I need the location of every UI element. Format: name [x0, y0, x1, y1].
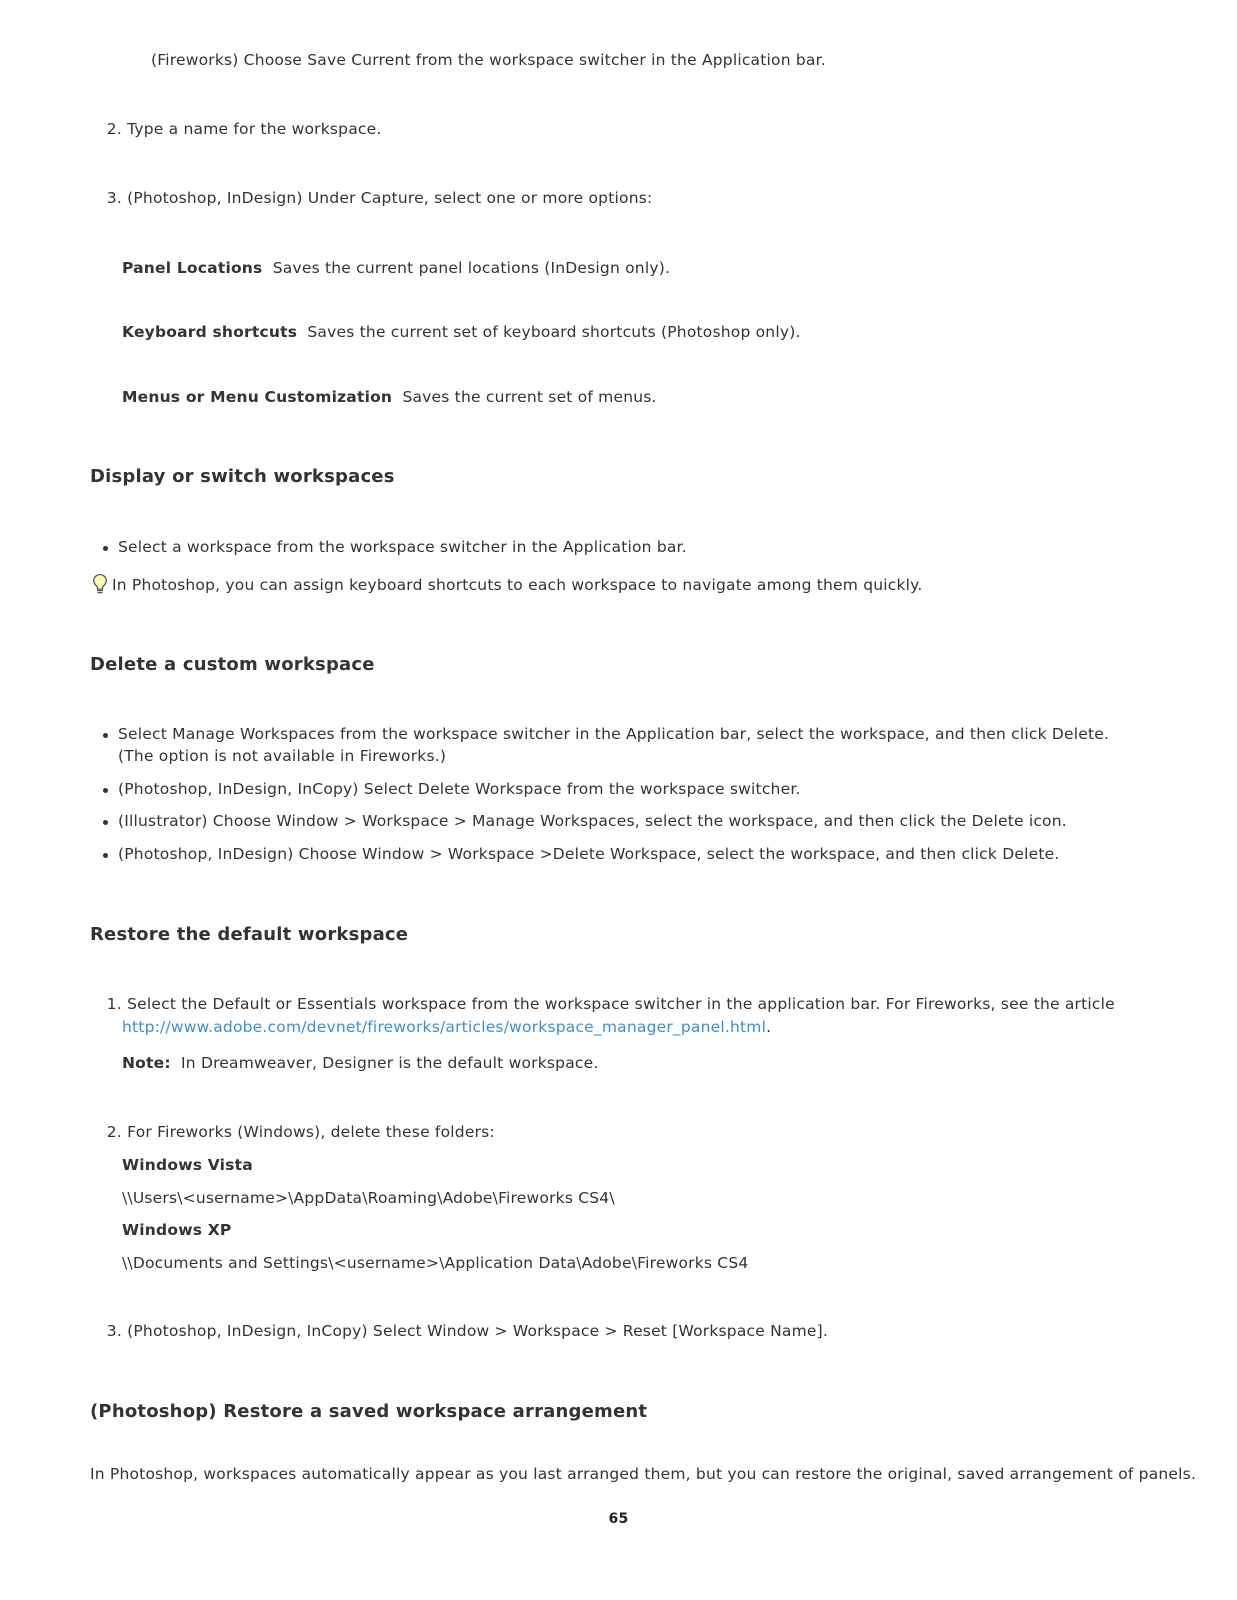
step-text: Type a name for the workspace.	[127, 120, 382, 138]
step-2	[90, 118, 382, 140]
link-period: .	[766, 1018, 772, 1036]
delete-bullet-1: Select Manage Workspaces from the workspace switcher in the Application bar, select the workspace, and then click Delete. (The option is not available in Fireworks.)	[118, 725, 1110, 765]
windows-vista-path: \\Users\<username>\AppData\Roaming\Adobe\Fireworks CS4\	[122, 1189, 615, 1207]
note-label: Note:	[122, 1054, 171, 1072]
step-3	[90, 187, 652, 209]
page-number: 65	[608, 1511, 629, 1527]
step-number: 2.	[106, 120, 122, 138]
step-text: (Photoshop, InDesign) Under Capture, select one or more options:	[127, 189, 653, 207]
windows-xp-label: Windows XP	[122, 1221, 232, 1239]
step-text: (Photoshop, InDesign, InCopy) Select Window > Workspace > Reset [Workspace Name].	[127, 1322, 829, 1340]
photoshop-restore-text: In Photoshop, workspaces automatically appear as you last arranged them, but you can restore the original, saved arrangement of panels.	[90, 1465, 1197, 1483]
step-number: 2.	[106, 1123, 122, 1141]
option-desc: Saves the current panel locations (InDesign only).	[272, 259, 671, 277]
article-link[interactable]: http://www.adobe.com/devnet/fireworks/articles/workspace_manager_panel.html	[122, 1018, 767, 1036]
delete-bullet-3: (Illustrator) Choose Window > Workspace > Manage Workspaces, select the workspace, and then click the Delete icon.	[118, 812, 1067, 830]
restore-step-1	[90, 993, 1115, 1015]
step-number: 1.	[106, 995, 122, 1013]
section-heading-delete: Delete a custom workspace	[90, 654, 375, 675]
section-heading-display: Display or switch workspaces	[90, 466, 395, 487]
delete-bullet-2: (Photoshop, InDesign, InCopy) Select Delete Workspace from the workspace switcher.	[118, 780, 801, 798]
note-text: In Dreamweaver, Designer is the default workspace.	[181, 1054, 599, 1072]
bullet-dot	[103, 820, 108, 825]
tip	[90, 573, 922, 596]
option-desc: Saves the current set of menus.	[402, 388, 657, 406]
restore-step-3	[90, 1320, 828, 1342]
option-menus	[122, 386, 657, 408]
section-heading-photoshop-restore: (Photoshop) Restore a saved workspace arrangement	[90, 1401, 648, 1422]
option-term: Menus or Menu Customization	[122, 388, 393, 406]
bullet-dot	[103, 853, 108, 858]
step-text: Select the Default or Essentials workspace from the workspace switcher in the application bar. For Fireworks, see the article	[127, 995, 1115, 1013]
step1-fireworks-text: (Fireworks) Choose Save Current from the workspace switcher in the Application bar.	[151, 51, 826, 69]
step-number: 3.	[106, 189, 122, 207]
step-text: For Fireworks (Windows), delete these folders:	[127, 1123, 495, 1141]
tip-text: In Photoshop, you can assign keyboard shortcuts to each workspace to navigate among them quickly.	[112, 576, 923, 594]
bullet-dot	[103, 788, 108, 793]
bullet-dot	[103, 546, 108, 551]
delete-bullet-4: (Photoshop, InDesign) Choose Window > Workspace >Delete Workspace, select the workspace, and then click Delete.	[118, 845, 1060, 863]
option-desc: Saves the current set of keyboard shortcuts (Photoshop only).	[307, 323, 801, 341]
article-link-line	[122, 1016, 771, 1038]
windows-xp-path: \\Documents and Settings\<username>\Application Data\Adobe\Fireworks CS4	[122, 1254, 749, 1272]
step-number: 3.	[106, 1322, 122, 1340]
windows-vista-label: Windows Vista	[122, 1156, 253, 1174]
option-term: Panel Locations	[122, 259, 263, 277]
note	[122, 1052, 598, 1074]
bullet-dot	[103, 733, 108, 738]
option-keyboard-shortcuts	[122, 321, 801, 343]
lightbulb-icon	[90, 573, 110, 595]
display-bullet-text: Select a workspace from the workspace switcher in the Application bar.	[118, 538, 687, 556]
restore-step-2	[90, 1121, 495, 1143]
section-heading-restore: Restore the default workspace	[90, 924, 409, 945]
option-panel-locations	[122, 257, 670, 279]
option-term: Keyboard shortcuts	[122, 323, 298, 341]
